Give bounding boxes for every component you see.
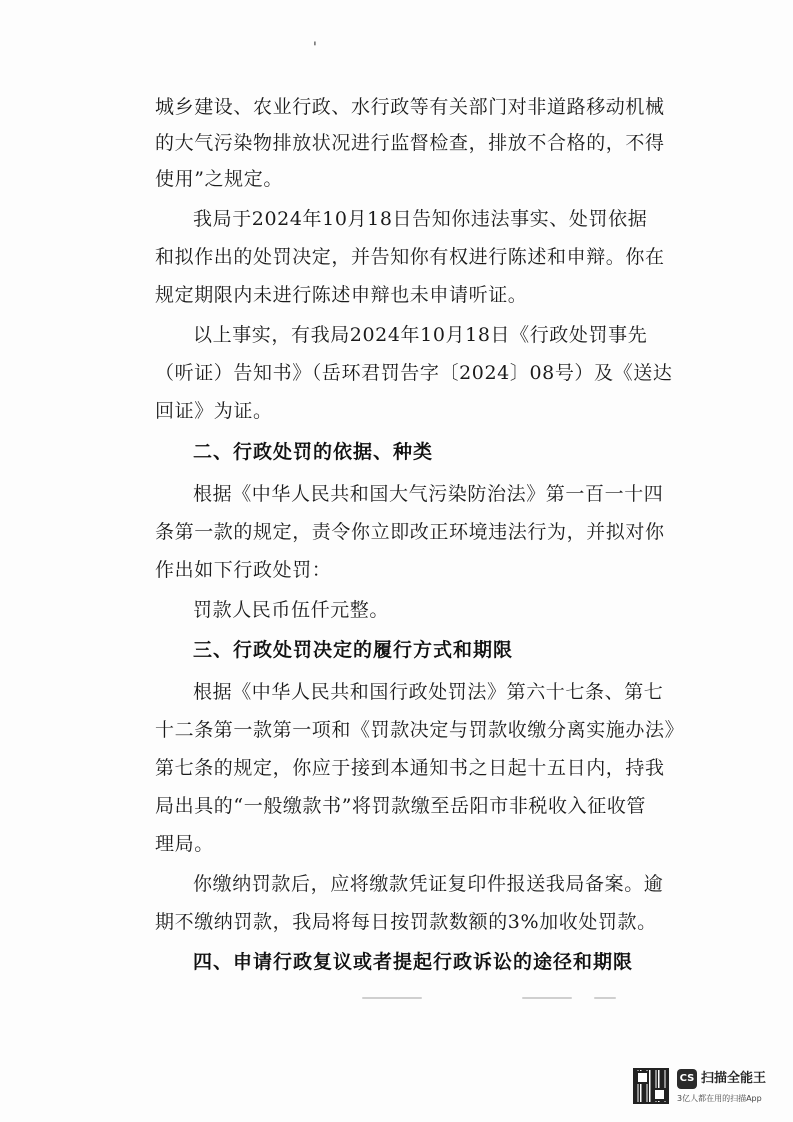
body-line: 的大气污染物排放状况进行监督检查，排放不合格的，不得 xyxy=(155,132,665,154)
body-line: 期不缴纳罚款，我局将每日按罚款数额的3%加收处罚款。 xyxy=(155,911,657,933)
camscanner-logo-icon: CS xyxy=(677,1069,697,1089)
section-heading-2: 二、行政处罚的依据、种类 xyxy=(193,441,434,463)
body-line: 使用”之规定。 xyxy=(155,168,283,190)
body-line: 第七条的规定，你应于接到本通知书之日起十五日内，持我 xyxy=(155,757,665,779)
scan-artifact-line xyxy=(594,997,616,999)
body-line: 作出如下行政处罚： xyxy=(155,559,332,581)
scan-artifact-line xyxy=(522,997,572,999)
body-line: 根据《中华人民共和国行政处罚法》第六十七条、第七 xyxy=(193,681,664,703)
body-line: 城乡建设、农业行政、水行政等有关部门对非道路移动机械 xyxy=(155,96,665,118)
stray-mark: ' xyxy=(313,40,317,56)
body-line: 局出具的“一般缴款书”将罚款缴至岳阳市非税收入征收管 xyxy=(155,795,647,817)
section-heading-3: 三、行政处罚决定的履行方式和期限 xyxy=(193,639,514,661)
body-line: （听证）告知书》（岳环君罚告字〔2024〕08号）及《送达 xyxy=(155,362,673,384)
body-line: 根据《中华人民共和国大气污染防治法》第一百一十四 xyxy=(193,483,664,505)
body-line: 我局于2024年10月18日告知你违法事实、处罚依据 xyxy=(193,208,648,230)
body-line: 条第一款的规定，责令你立即改正环境违法行为，并拟对你 xyxy=(155,521,665,543)
body-line: 和拟作出的处罚决定，并告知你有权进行陈述和申辩。你在 xyxy=(155,246,665,268)
body-line: 回证》为证。 xyxy=(155,400,273,422)
body-line: 十二条第一款第一项和《罚款决定与罚款收缴分离实施办法》 xyxy=(155,719,685,741)
watermark-tagline: 3亿人都在用的扫描App xyxy=(677,1094,762,1103)
body-line: 罚款人民币伍仟元整。 xyxy=(193,599,390,621)
scanner-watermark xyxy=(633,1065,783,1113)
body-line: 以上事实，有我局2024年10月18日《行政处罚事先 xyxy=(193,324,648,346)
body-line: 规定期限内未进行陈述申辩也未申请听证。 xyxy=(155,284,528,306)
section-heading-4: 四、申请行政复议或者提起行政诉讼的途径和期限 xyxy=(193,951,634,973)
qr-code-icon xyxy=(633,1068,669,1104)
body-line: 你缴纳罚款后，应将缴款凭证复印件报送我局备案。逾 xyxy=(193,873,664,895)
scan-artifact-line xyxy=(362,997,422,999)
watermark-app-name: 扫描全能王 xyxy=(701,1071,767,1086)
body-line: 理局。 xyxy=(155,833,214,855)
